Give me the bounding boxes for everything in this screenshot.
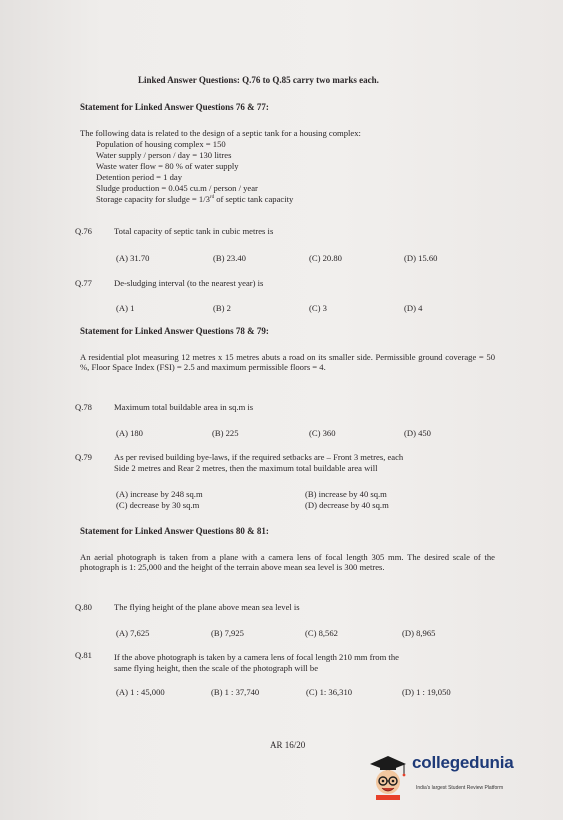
statement-title-78-79: Statement for Linked Answer Questions 78 & 79: bbox=[80, 326, 269, 336]
option-a: (A) 1 : 45,000 bbox=[116, 687, 165, 697]
option-c: (C) 1: 36,310 bbox=[306, 687, 353, 697]
graduate-mascot-icon bbox=[366, 752, 410, 802]
statement-title-80-81: Statement for Linked Answer Questions 80 & 81: bbox=[80, 526, 269, 536]
logo-tagline: India's largest Student Review Platform bbox=[416, 785, 504, 791]
storage-text-end: of septic tank capacity bbox=[214, 194, 294, 204]
option-c: (C) 3 bbox=[309, 303, 327, 313]
question-number: Q.79 bbox=[75, 452, 92, 462]
option-c: (C) 8,562 bbox=[305, 628, 338, 638]
option-c: (C) decrease by 30 sq.m bbox=[116, 500, 200, 510]
option-d: (D) 1 : 19,050 bbox=[402, 687, 451, 697]
question-text: The flying height of the plane above mean sea level is bbox=[114, 602, 300, 612]
data-line-storage bbox=[96, 194, 293, 204]
option-d: (D) 8,965 bbox=[402, 628, 436, 638]
option-c: (C) 360 bbox=[309, 428, 336, 438]
question-text: Maximum total buildable area in sq.m is bbox=[114, 402, 254, 412]
option-a: (A) 180 bbox=[116, 428, 143, 438]
data-line: Population of housing complex = 150 bbox=[96, 139, 226, 149]
collegedunia-logo bbox=[366, 752, 534, 806]
option-b: (B) 1 : 37,740 bbox=[211, 687, 260, 697]
option-c: (C) 20.80 bbox=[309, 253, 342, 263]
data-line: Sludge production = 0.045 cu.m / person / year bbox=[96, 183, 258, 193]
question-text-line2: Side 2 metres and Rear 2 metres, then the maximum total buildable area will bbox=[114, 463, 378, 473]
option-d: (D) 450 bbox=[404, 428, 431, 438]
statement-intro-76-77: The following data is related to the design of a septic tank for a housing complex: bbox=[80, 128, 361, 138]
question-number: Q.76 bbox=[75, 226, 92, 236]
option-d: (D) decrease by 40 sq.m bbox=[305, 500, 389, 510]
option-b: (B) increase by 40 sq.m bbox=[305, 489, 387, 499]
option-a: (A) 31.70 bbox=[116, 253, 150, 263]
data-line: Waste water flow = 80 % of water supply bbox=[96, 161, 239, 171]
data-line: Water supply / person / day = 130 litres bbox=[96, 150, 232, 160]
option-a: (A) 1 bbox=[116, 303, 135, 313]
option-a: (A) increase by 248 sq.m bbox=[116, 489, 203, 499]
question-text-line1: If the above photograph is taken by a camera lens of focal length 210 mm from the bbox=[114, 652, 399, 662]
statement-intro-78-79: A residential plot measuring 12 metres x 15 metres abuts a road on its smaller side. Permissible ground coverage = 50 %, Floor Space Index (FSI) = 2.5 and maximum permissible floors = 4. bbox=[80, 352, 495, 373]
question-text: Total capacity of septic tank in cubic metres is bbox=[114, 226, 274, 236]
question-text: De-sludging interval (to the nearest year) is bbox=[114, 278, 264, 288]
question-number: Q.80 bbox=[75, 602, 92, 612]
statement-intro-80-81: An aerial photograph is taken from a plane with a camera lens of focal length 305 mm. The desired scale of the photograph is 1: 25,000 and the height of the terrain above mean sea level is 300 metres. bbox=[80, 552, 495, 573]
page-heading: Linked Answer Questions: Q.76 to Q.85 carry two marks each. bbox=[138, 75, 379, 85]
option-b: (B) 225 bbox=[212, 428, 239, 438]
option-b: (B) 23.40 bbox=[213, 253, 246, 263]
question-text-line1: As per revised building bye-laws, if the required setbacks are – Front 3 metres, each bbox=[114, 452, 404, 462]
logo-wordmark: collegedunia bbox=[412, 753, 514, 772]
statement-title-76-77: Statement for Linked Answer Questions 76 & 77: bbox=[80, 102, 269, 112]
option-d: (D) 15.60 bbox=[404, 253, 438, 263]
option-a: (A) 7,625 bbox=[116, 628, 150, 638]
question-number: Q.81 bbox=[75, 650, 92, 660]
option-b: (B) 7,925 bbox=[211, 628, 244, 638]
option-d: (D) 4 bbox=[404, 303, 423, 313]
question-text-line2: same flying height, then the scale of the photograph will be bbox=[114, 663, 319, 673]
option-b: (B) 2 bbox=[213, 303, 231, 313]
storage-superscript: rd bbox=[209, 195, 215, 201]
question-number: Q.78 bbox=[75, 402, 92, 412]
question-number: Q.77 bbox=[75, 278, 92, 288]
data-line: Detention period = 1 day bbox=[96, 172, 182, 182]
page-footer: AR 16/20 bbox=[270, 740, 306, 750]
storage-text: Storage capacity for sludge = 1/3 bbox=[96, 194, 210, 204]
